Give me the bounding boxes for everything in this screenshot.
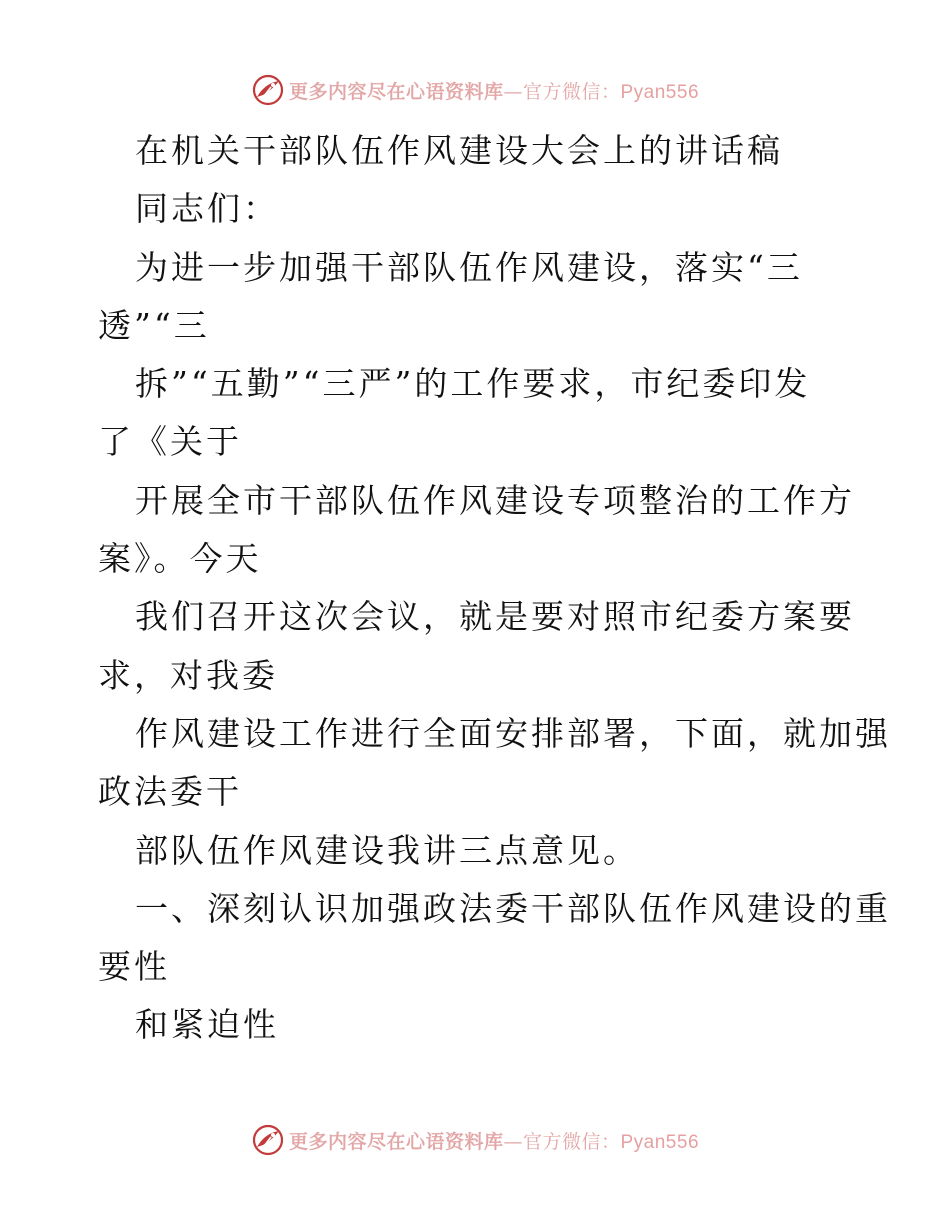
paragraph-line: 了《关于 xyxy=(98,422,242,462)
pen-nib-logo-icon xyxy=(251,73,285,107)
paragraph-line: 作风建设工作进行全面安排部署，下面，就加强 xyxy=(135,713,891,753)
document-body xyxy=(98,122,891,1055)
watermark-separator: — xyxy=(503,80,523,103)
pen-nib-logo-icon xyxy=(251,1123,285,1157)
watermark-main: 更多内容尽在心语资料库 xyxy=(288,80,504,103)
watermark-text xyxy=(289,1127,699,1154)
section-heading-line: 一、深刻认识加强政法委干部队伍作风建设的重 xyxy=(135,888,891,928)
header-watermark-banner xyxy=(0,70,950,110)
document-title: 在机关干部队伍作风建设大会上的讲话稿 xyxy=(135,131,783,170)
watermark-wechat-label: 官方微信： xyxy=(522,80,621,103)
section-heading-line: 和紧迫性 xyxy=(135,1005,279,1045)
watermark-wechat-label: 官方微信： xyxy=(522,1130,621,1153)
paragraph-line: 案》。今天 xyxy=(98,539,262,579)
salutation: 同志们： xyxy=(135,189,279,229)
paragraph-line: 为进一步加强干部队伍作风建设，落实“三 xyxy=(135,247,803,287)
watermark-main: 更多内容尽在心语资料库 xyxy=(288,1130,504,1153)
watermark-separator: — xyxy=(503,1130,523,1153)
watermark-wechat-id: Pyan556 xyxy=(620,1131,700,1153)
paragraph-line: 部队伍作风建设我讲三点意见。 xyxy=(135,830,639,870)
footer-watermark-banner xyxy=(0,1120,950,1160)
paragraph-line: 透”“三 xyxy=(98,305,210,345)
paragraph-line: 拆”“五勤”“三严”的工作要求，市纪委印发 xyxy=(135,364,811,404)
paragraph-line: 政法委干 xyxy=(98,772,242,812)
paragraph-line: 开展全市干部队伍作风建设专项整治的工作方 xyxy=(135,480,855,520)
section-heading-line: 要性 xyxy=(98,947,170,987)
paragraph-line: 我们召开这次会议，就是要对照市纪委方案要 xyxy=(135,597,855,637)
watermark-wechat-id: Pyan556 xyxy=(620,81,700,103)
paragraph-line: 求，对我委 xyxy=(98,655,278,695)
watermark-text xyxy=(289,77,699,104)
